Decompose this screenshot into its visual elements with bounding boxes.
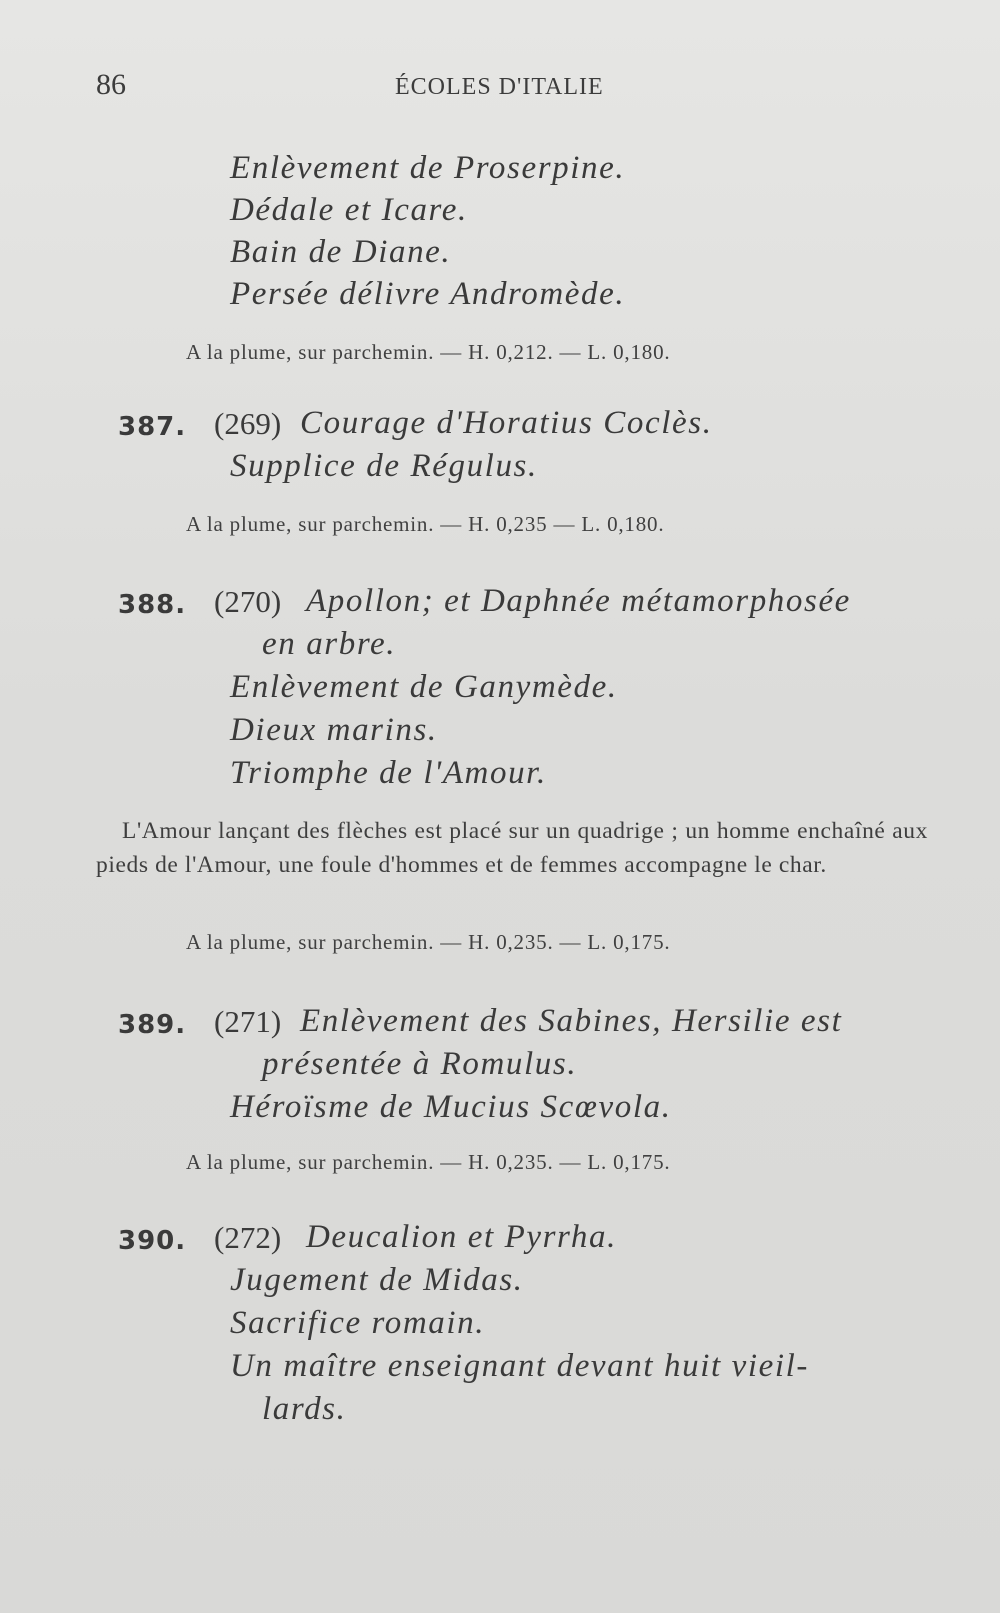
- old-number: (272): [214, 1220, 282, 1255]
- technique-line: A la plume, sur parchemin. — H. 0,235. — L. 0,175.: [186, 1150, 671, 1174]
- technique-line: A la plume, sur parchemin. — H. 0,235. — L. 0,175.: [186, 930, 671, 954]
- old-number: (271): [214, 1004, 282, 1039]
- entry-number: 388.: [118, 590, 187, 620]
- entry-description: L'Amour lançant des flèches est placé sur un quadrige ; un homme enchaîné aux pieds de l'Amour, une foule d'hommes et de femmes accompagne le char.: [96, 818, 928, 878]
- page-header: [0, 68, 1000, 108]
- title-line: Héroïsme de Mucius Scœvola.: [230, 1089, 672, 1125]
- page-number: 86: [96, 68, 126, 101]
- technique-line: A la plume, sur parchemin. — H. 0,235 — L. 0,180.: [186, 512, 665, 536]
- running-head: ÉCOLES D'ITALIE: [395, 74, 604, 100]
- title-line: Deucalion et Pyrrha.: [306, 1219, 617, 1255]
- technique-line: A la plume, sur parchemin. — H. 0,212. — L. 0,180.: [186, 340, 671, 364]
- title-line: lards.: [262, 1391, 347, 1427]
- old-number: (269): [214, 406, 282, 441]
- entry-number: 389.: [118, 1010, 187, 1040]
- title-line: en arbre.: [262, 626, 397, 662]
- title-line: Triomphe de l'Amour.: [230, 755, 547, 791]
- title-line: Courage d'Horatius Coclès.: [300, 405, 713, 441]
- title-line: Dieux marins.: [230, 712, 438, 748]
- title-line: Apollon; et Daphnée métamorphosée: [306, 583, 851, 619]
- title-line: Enlèvement des Sabines, Hersilie est: [300, 1003, 843, 1039]
- title-line: Un maître enseignant devant huit vieil-: [230, 1348, 809, 1384]
- title-line: Bain de Diane.: [230, 234, 452, 270]
- title-line: Enlèvement de Proserpine.: [230, 150, 626, 186]
- old-number: (270): [214, 584, 282, 619]
- title-line: Enlèvement de Ganymède.: [230, 669, 618, 705]
- title-line: Persée délivre Andromède.: [230, 276, 626, 312]
- entry-number: 387.: [118, 412, 187, 442]
- title-line: Sacrifice romain.: [230, 1305, 486, 1341]
- title-line: Supplice de Régulus.: [230, 448, 538, 484]
- title-line: présentée à Romulus.: [262, 1046, 578, 1082]
- title-line: Dédale et Icare.: [230, 192, 468, 228]
- entry-number: 390.: [118, 1226, 187, 1256]
- title-line: Jugement de Midas.: [230, 1262, 524, 1298]
